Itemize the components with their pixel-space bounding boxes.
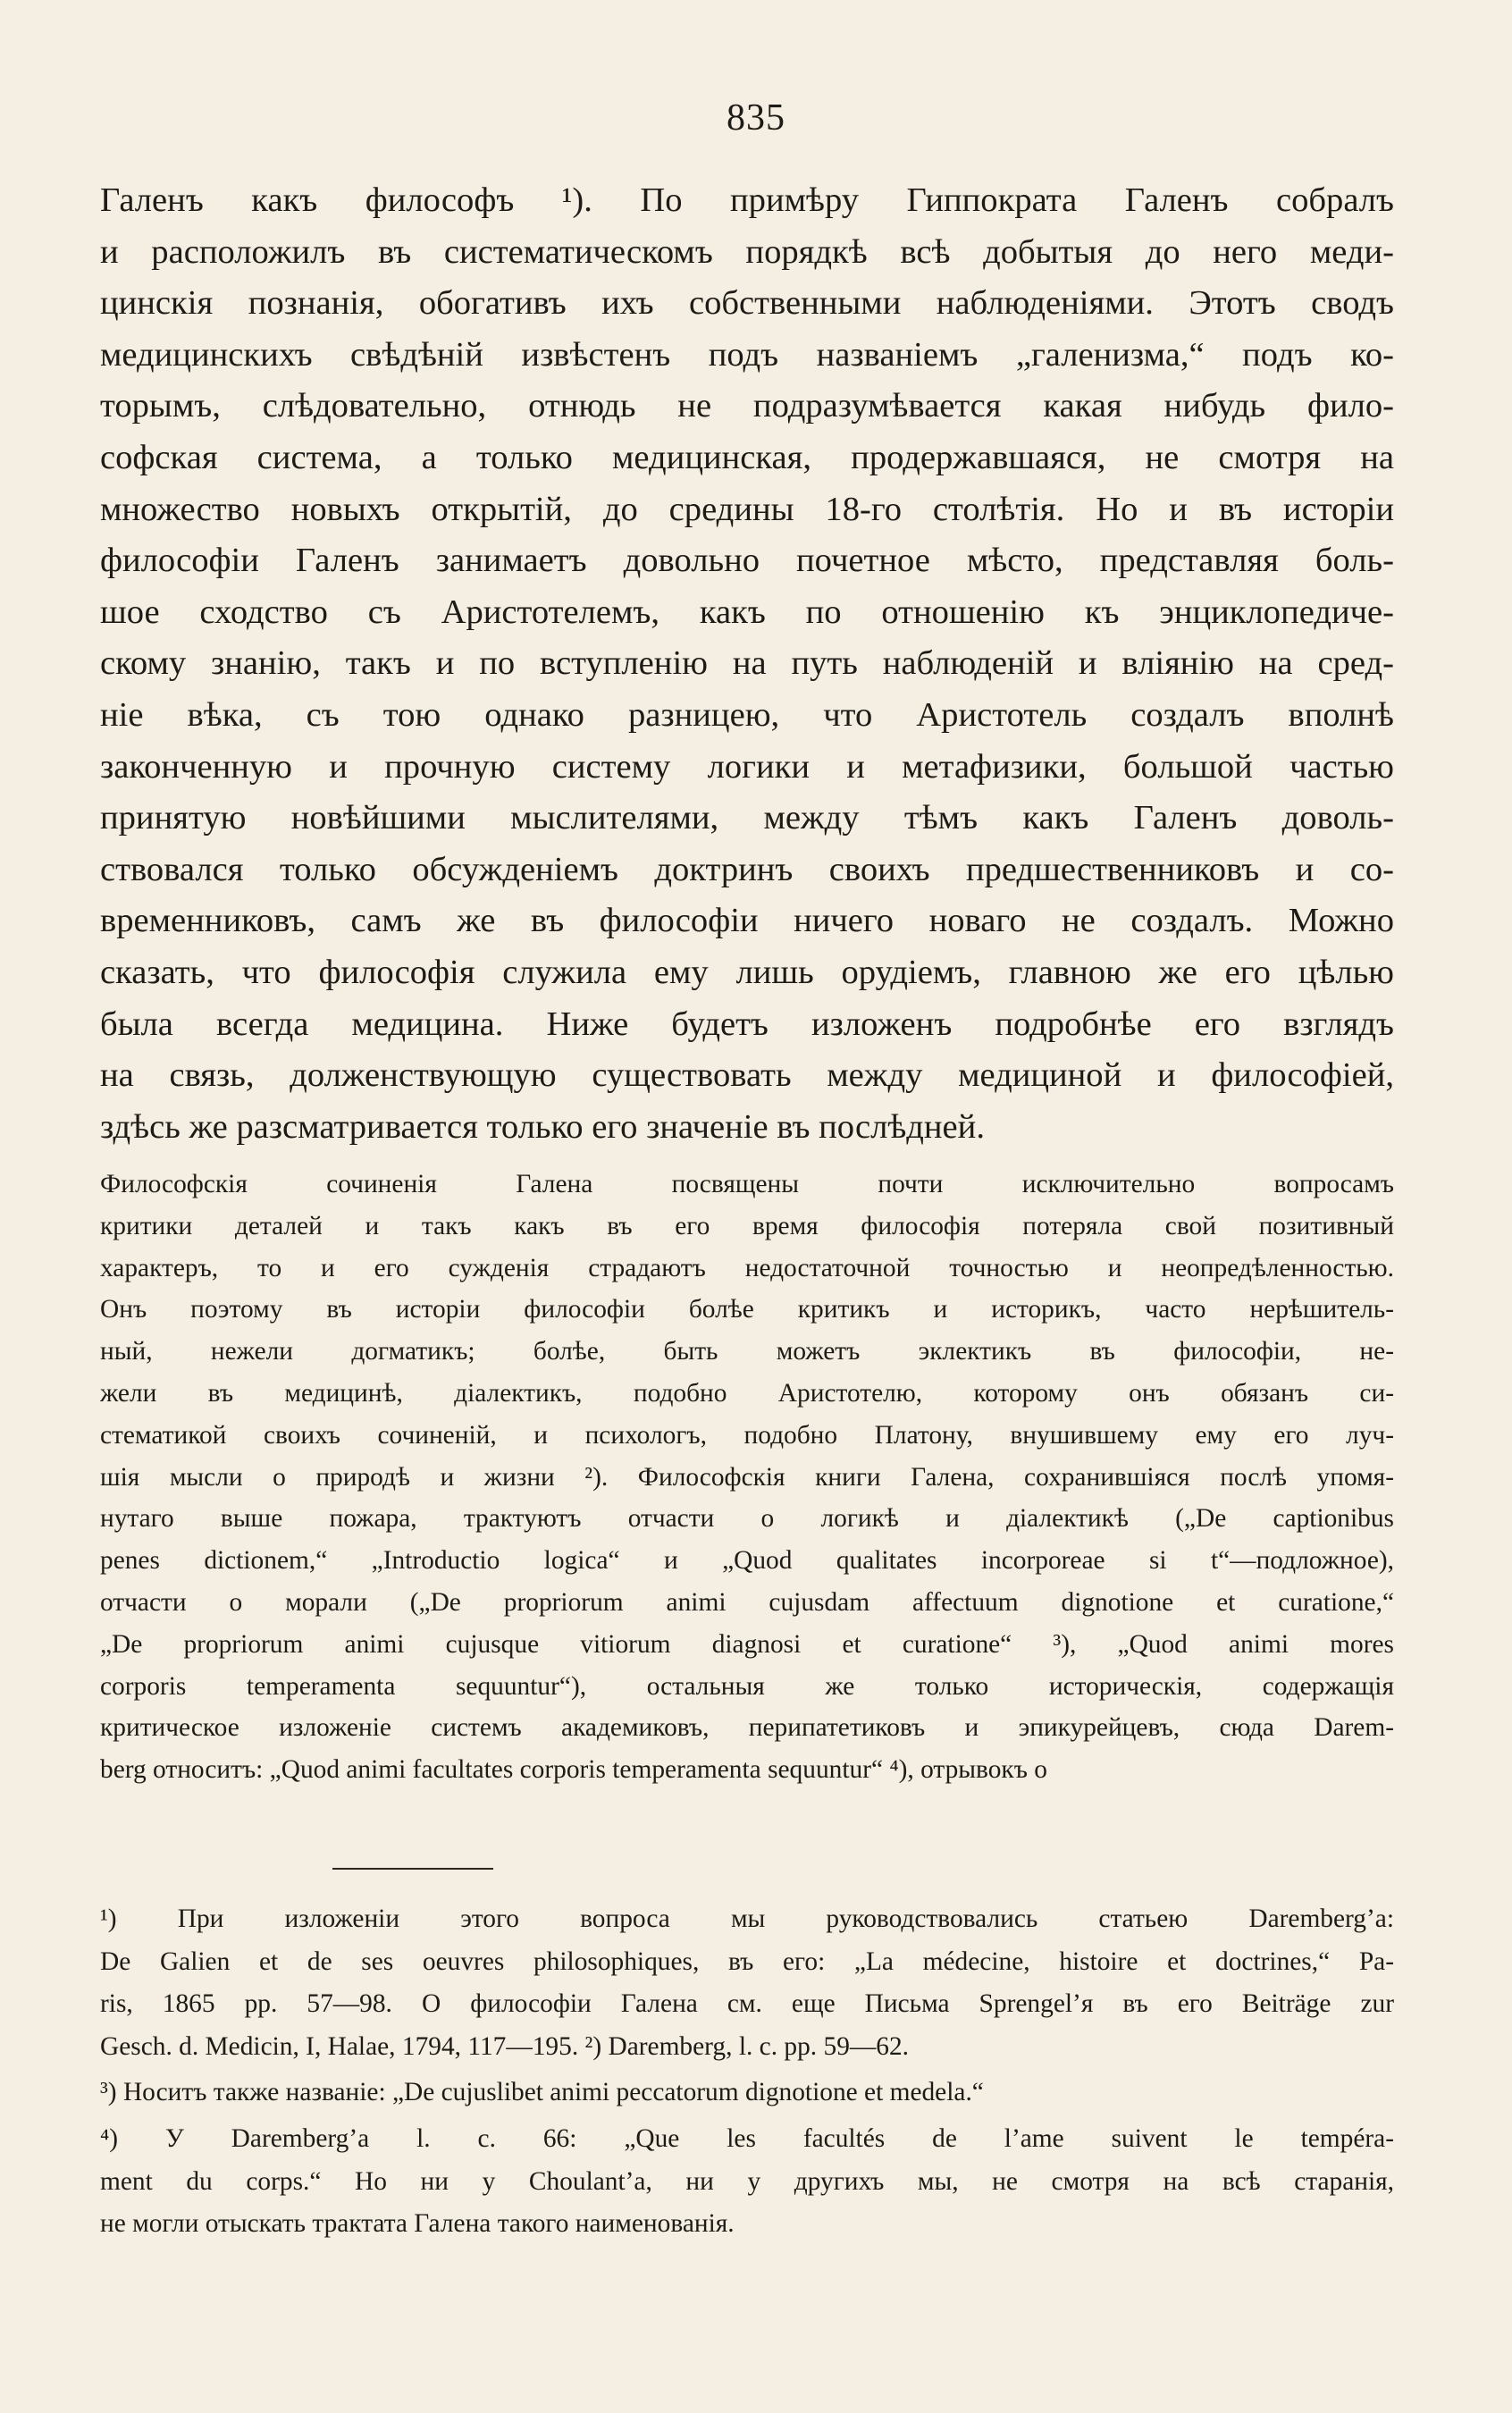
text-line: временниковъ, самъ же въ философіи ничего новаго не создалъ. Можно bbox=[100, 902, 1394, 940]
small-text-line: berg относитъ: „Quod animi facultates corporis temperamenta sequuntur“ ⁴), отрывокъ о bbox=[100, 1755, 1047, 1785]
footnote-separator bbox=[332, 1868, 493, 1870]
main-text-block bbox=[100, 175, 1394, 1153]
text-line: законченную и прочную систему логики и метафизики, большой частью bbox=[100, 747, 1394, 786]
small-text-line: критики деталей и такъ какъ въ его время философія потеряла свой позитивный bbox=[100, 1211, 1394, 1240]
footnote-line: ⁴) У Daremberg’a l. c. 66: „Que les facultés de l’ame suivent le tempéra- bbox=[100, 2123, 1394, 2153]
text-line: принятую новѣйшими мыслителями, между тѣмъ какъ Галенъ доволь- bbox=[100, 799, 1394, 837]
footnote-line: не могли отыскать трактата Галена такого наименованія. bbox=[100, 2209, 735, 2239]
text-line: медицинскихъ свѣдѣній извѣстенъ подъ названіемъ „галенизма,“ подъ ко- bbox=[100, 335, 1394, 374]
text-line: ствовался только обсужденіемъ доктринъ своихъ предшественниковъ и со- bbox=[100, 850, 1394, 888]
small-text-line: corporis temperamenta sequuntur“), остальныя же только историческія, содержащія bbox=[100, 1671, 1394, 1701]
small-text-line: Философскія сочиненія Галена посвящены почти исключительно вопросамъ bbox=[100, 1170, 1394, 1198]
small-text-line: penes dictionem,“ „Introductio logica“ и „Quod qualitates incorporeae si t“—подложное), bbox=[100, 1546, 1394, 1576]
small-text-line: ный, нежели догматикъ; болѣе, быть можетъ эклектикъ въ философіи, не- bbox=[100, 1337, 1394, 1366]
text-line: множество новыхъ открытій, до средины 18-го столѣтія. Но и въ исторіи bbox=[100, 490, 1394, 528]
text-line: на связь, долженствующую существовать между медициной и философіей, bbox=[100, 1056, 1394, 1095]
footnote-line: ³) Носитъ также названіе: „De cujuslibet animi peccatorum dignotione et medela.“ bbox=[100, 2078, 984, 2107]
footnote-line: De Galien et de ses oeuvres philosophiques, въ его: „La médecine, histoire et doctrines,“ Pa- bbox=[100, 1946, 1394, 1976]
text-line: Галенъ какъ философъ ¹). По примѣру Гиппократа Галенъ собралъ bbox=[100, 181, 1394, 219]
text-line: и расположилъ въ систематическомъ порядкѣ всѣ добытыя до него меди- bbox=[100, 232, 1394, 271]
small-text-line: критическое изложеніе системъ академиковъ, перипатетиковъ и эпикурейцевъ, сюда Darem- bbox=[100, 1713, 1394, 1743]
footnote-3 bbox=[100, 2072, 1394, 2115]
small-print-block bbox=[100, 1164, 1394, 1791]
small-text-line: „De propriorum animi cujusque vitiorum diagnosi et curatione“ ³), „Quod animi mores bbox=[100, 1629, 1394, 1659]
text-line: философіи Галенъ занимаетъ довольно почетное мѣсто, представляя боль- bbox=[100, 542, 1394, 580]
small-text-line: стематикой своихъ сочиненій, и психологъ, подобно Платону, внушившему ему его луч- bbox=[100, 1420, 1394, 1450]
footnote-line: ment du corps.“ Но ни у Choulant’a, ни у другихъ мы, не смотря на всѣ старанія, bbox=[100, 2166, 1394, 2196]
text-line: софская система, а только медицинская, продержавшаяся, не смотря на bbox=[100, 438, 1394, 476]
footnote-line: ris, 1865 pp. 57—98. О философіи Галена см. еще Письма Sprengel’я въ его Beiträge zur bbox=[100, 1989, 1394, 2019]
text-line: скому знанію, такъ и по вступленію на путь наблюденій и вліянію на сред- bbox=[100, 644, 1394, 683]
footnotes bbox=[100, 1898, 1394, 2246]
footnote-line: ¹) При изложеніи этого вопроса мы руководствовались статьею Daremberg’a: bbox=[100, 1904, 1394, 1933]
small-text-line: Онъ поэтому въ исторіи философіи болѣе критикъ и историкъ, часто нерѣшитель- bbox=[100, 1295, 1394, 1324]
small-text-line: жели въ медицинѣ, діалектикъ, подобно Аристотелю, которому онъ обязанъ си- bbox=[100, 1378, 1394, 1408]
text-line: ніе вѣка, съ тою однако разницею, что Аристотель создалъ вполнѣ bbox=[100, 695, 1394, 734]
small-text-line: нутаго выше пожара, трактуютъ отчасти о логикѣ и діалектикѣ („De captionibus bbox=[100, 1504, 1394, 1534]
text-line: сказать, что философія служила ему лишь орудіемъ, главною же его цѣлью bbox=[100, 953, 1394, 991]
footnote-4 bbox=[100, 2118, 1394, 2246]
text-line: цинскія познанія, обогативъ ихъ собственными наблюденіями. Этотъ сводъ bbox=[100, 284, 1394, 323]
text-line: торымъ, слѣдовательно, отнюдь не подразумѣвается какая нибудь фило- bbox=[100, 387, 1394, 425]
small-text-line: характеръ, то и его сужденія страдаютъ недостаточной точностью и неопредѣленностью. bbox=[100, 1253, 1394, 1282]
small-text-line: отчасти о морали („De propriorum animi cujusdam affectuum dignotione et curatione,“ bbox=[100, 1587, 1394, 1617]
text-line: шое сходство съ Аристотелемъ, какъ по отношенію къ энциклопедиче- bbox=[100, 593, 1394, 631]
small-text-line: шія мысли о природѣ и жизни ²). Философскія книги Галена, сохранившіяся послѣ упомя- bbox=[100, 1462, 1394, 1492]
page-number: 835 bbox=[727, 97, 785, 139]
footnote-1 bbox=[100, 1898, 1394, 2068]
footnote-line: Gesch. d. Medicin, I, Halae, 1794, 117—195. ²) Daremberg, l. c. pp. 59—62. bbox=[100, 2031, 910, 2061]
text-line: здѣсь же разсматривается только его значеніе въ послѣдней. bbox=[100, 1107, 985, 1146]
text-line: была всегда медицина. Ниже будетъ изложенъ подробнѣе его взглядъ bbox=[100, 1005, 1394, 1043]
